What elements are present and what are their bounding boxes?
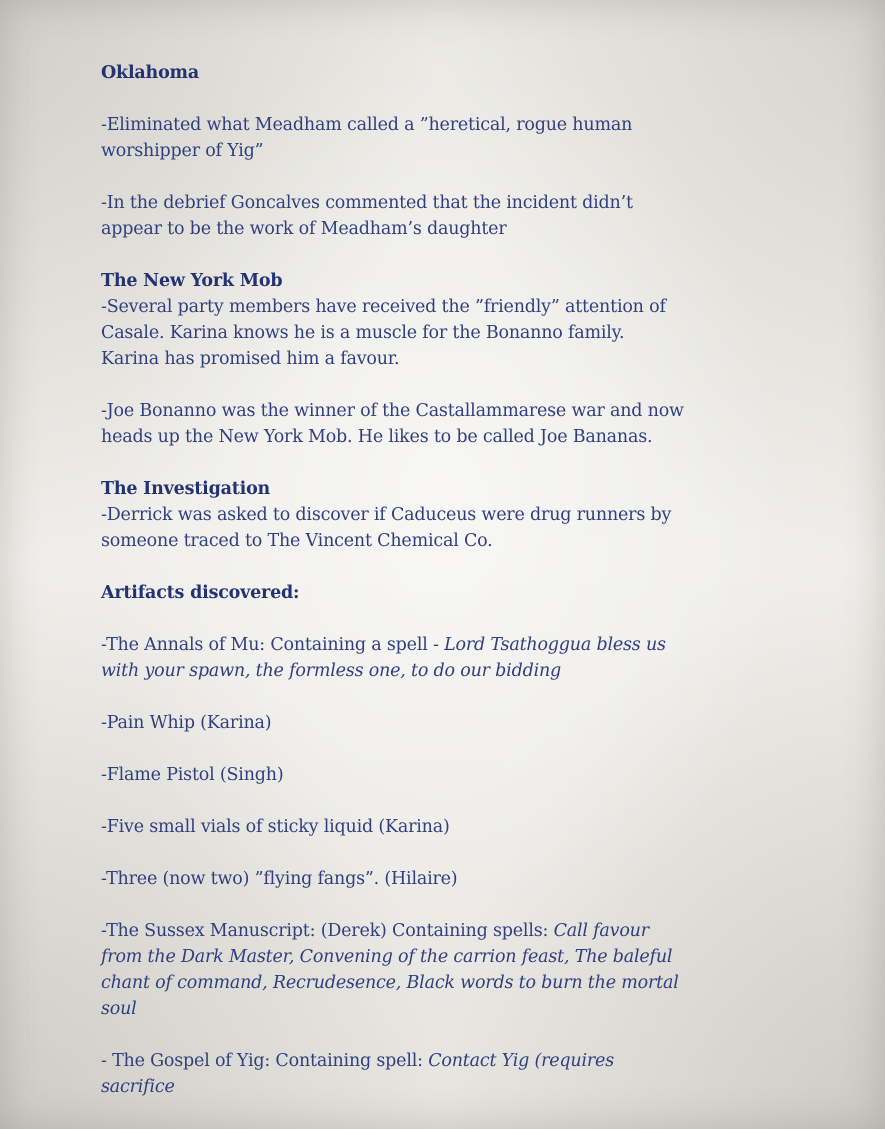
- oklahoma-item-2-line-2: appear to be the work of Meadham’s daughter: [101, 219, 507, 239]
- artifact-sussex-spells-2: from the Dark Master, Convening of the carrion feast, The baleful: [101, 947, 673, 967]
- artifact-gospel-spell-1: Contact Yig (requires: [428, 1051, 614, 1071]
- section-heading-mob: The New York Mob: [101, 271, 283, 291]
- artifact-gospel-prefix: - The Gospel of Yig: Containing spell:: [101, 1051, 429, 1071]
- section-heading-artifacts: Artifacts discovered:: [101, 583, 300, 603]
- artifact-annals-prefix: -The Annals of Mu: Containing a spell -: [101, 635, 445, 655]
- artifact-sussex-spells-1: Call favour: [553, 921, 649, 941]
- artifact-vials: -Five small vials of sticky liquid (Karina): [101, 817, 450, 837]
- oklahoma-item-1-line-2: worshipper of Yig”: [101, 141, 264, 161]
- document-body: [101, 60, 801, 1100]
- mob-item-2-line-2: heads up the New York Mob. He likes to be called Joe Bananas.: [101, 427, 653, 447]
- artifact-sussex-line-1: [101, 918, 801, 944]
- investigation-item-1-line-1: -Derrick was asked to discover if Caduceus were drug runners by: [101, 505, 672, 525]
- artifact-gospel-line-1: [101, 1048, 801, 1074]
- artifact-pain-whip: -Pain Whip (Karina): [101, 713, 272, 733]
- mob-item-1-line-2: Casale. Karina knows he is a muscle for the Bonanno family.: [101, 323, 625, 343]
- artifact-annals-spell-1: Lord Tsathoggua bless us: [444, 635, 666, 655]
- artifact-flame-pistol: -Flame Pistol (Singh): [101, 765, 284, 785]
- artifact-annals-spell-2: with your spawn, the formless one, to do our bidding: [101, 661, 562, 681]
- mob-item-1-line-3: Karina has promised him a favour.: [101, 349, 400, 369]
- artifact-gospel-spell-2: sacrifice: [101, 1077, 175, 1097]
- artifact-sussex-spells-3: chant of command, Recrudesence, Black words to burn the mortal: [101, 973, 679, 993]
- artifact-fangs: -Three (now two) ”flying fangs”. (Hilaire): [101, 869, 458, 889]
- oklahoma-item-2-line-1: -In the debrief Goncalves commented that the incident didn’t: [101, 193, 633, 213]
- mob-item-1-line-1: -Several party members have received the ”friendly” attention of: [101, 297, 666, 317]
- section-heading-oklahoma: Oklahoma: [101, 63, 200, 83]
- section-heading-investigation: The Investigation: [101, 479, 271, 499]
- investigation-item-1-line-2: someone traced to The Vincent Chemical Co.: [101, 531, 493, 551]
- mob-item-2-line-1: -Joe Bonanno was the winner of the Castallammarese war and now: [101, 401, 684, 421]
- artifact-annals-line-1: [101, 632, 801, 658]
- artifact-sussex-prefix: -The Sussex Manuscript: (Derek) Containing spells:: [101, 921, 554, 941]
- oklahoma-item-1-line-1: -Eliminated what Meadham called a ”heretical, rogue human: [101, 115, 633, 135]
- artifact-sussex-spells-4: soul: [101, 999, 137, 1019]
